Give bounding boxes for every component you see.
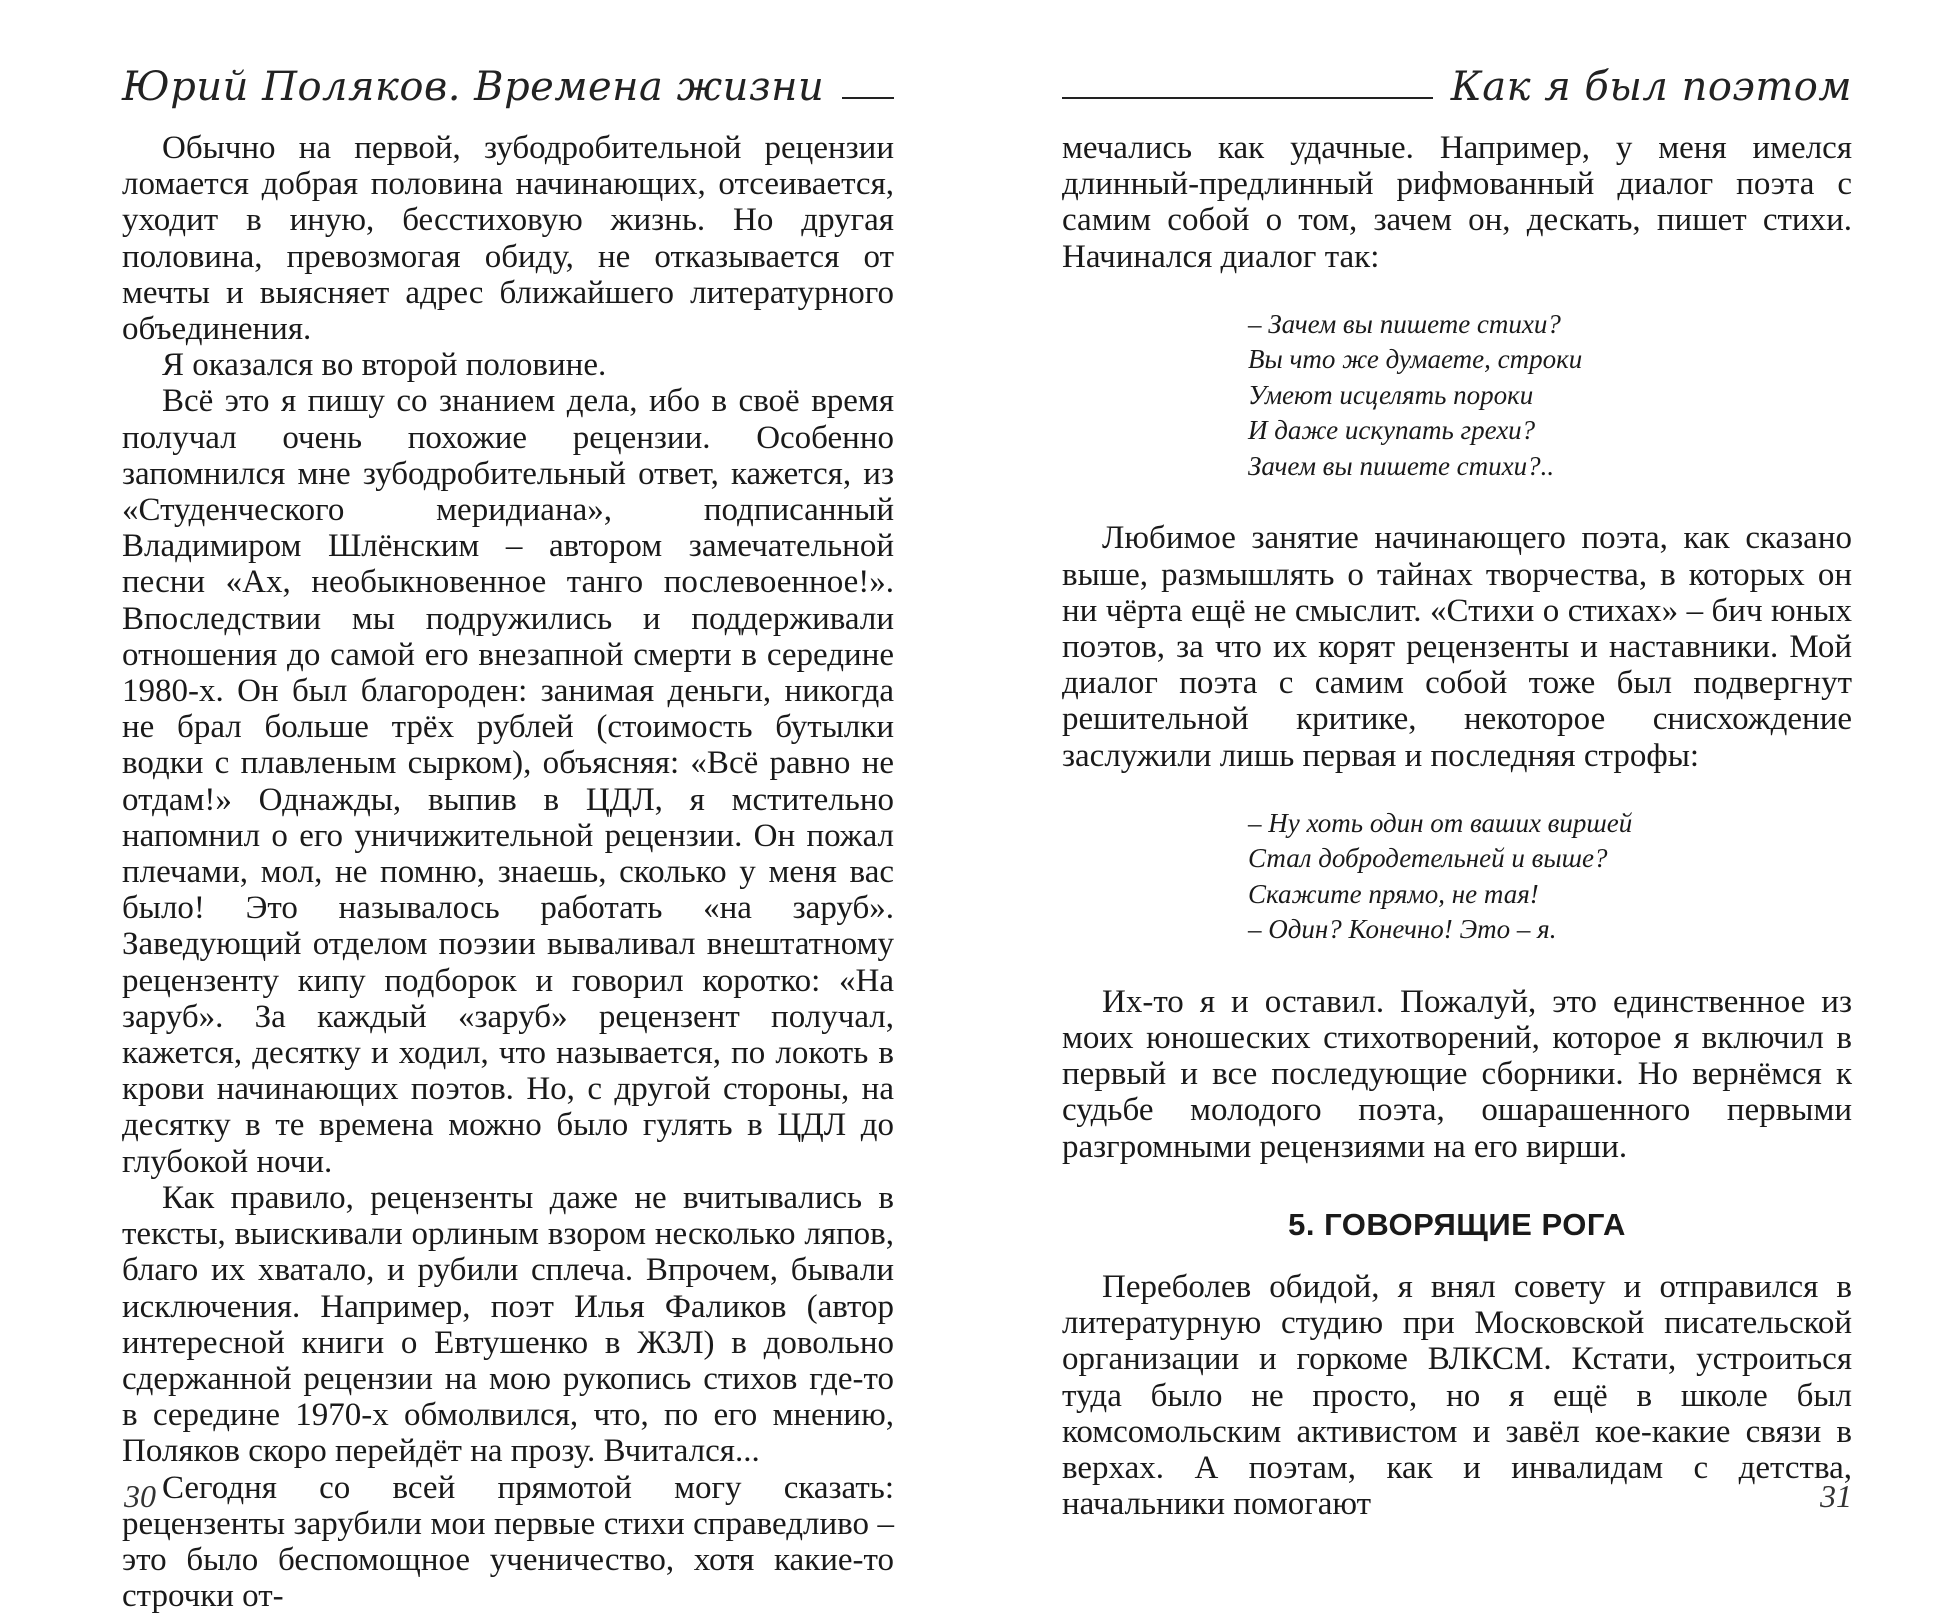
running-head-rule [1062, 97, 1433, 99]
verse-line: Вы что же думаете, строки [1248, 344, 1583, 375]
paragraph: Любимое занятие начинающего поэта, как сказано выше, размышлять о тайнах творчества, в которых он ни чёрта ещё не смыслит. «Стихи о стихах» – бич юных поэтов, за что их корят рецензенты и наставники. Мой диалог поэта с самим собой тоже был подвергнут решительной критике, некоторое снисхождение заслужили лишь первая и последняя строфы: [1062, 520, 1852, 774]
running-head-title: Юрий Поляков. Времена жизни [122, 64, 825, 110]
paragraph: Всё это я пишу со знанием дела, ибо в своё время получал очень похожие рецензии. Особенно запомнился мне зубодробительный ответ, кажется, из «Студенческого меридиана», подписанный Владимиром Шлёнским – автором замечательной песни «Ах, необыкновенное танго послевоенное!». Впоследствии мы подружились и поддерживали отношения до самой его внезапной смерти в середине 1980-х. Он был благороден: занимая деньги, никогда не брал больше трёх рублей (стоимость бутылки водки с плавленым сырком), объясняя: «Всё равно не отдам!» Однажды, выпив в ЦДЛ, я мстительно напомнил о его уничижительной рецензии. Он пожал плечами, мол, не помню, знаешь, сколько у меня вас было! Это называлось работать «на заруб». Заведующий отделом поэзии вываливал внештатному рецензенту кипу подборок и говорил коротко: «На заруб». За каждый «заруб» рецензент получал, кажется, десятку и ходил, что называется, по локоть в крови начинающих поэтов. Но, с другой стороны, на десятку в те времена можно было гулять в ЦДЛ до глубокой ночи. [122, 383, 894, 1180]
paragraph: Я оказался во второй половине. [162, 347, 607, 384]
verse-line: И даже искупать грехи? [1248, 415, 1536, 446]
paragraph: мечались как удачные. Например, у меня имелся длинный-предлинный рифмованный диалог поэта с самим собой о том, зачем он, дескать, пишет стихи. Начинался диалог так: [1062, 130, 1852, 275]
verse-block [1062, 806, 1852, 948]
verse-line: Скажите прямо, не тая! [1248, 878, 1539, 909]
paragraph: Переболев обидой, я внял совету и отправился в литературную студию при Московской писательской организации и горкоме ВЛКСМ. Кстати, устроиться туда было не просто, но я ещё в школе был комсомольским активистом и завёл кое-какие связи в верхах. А поэтам, как и инвалидам с детства, начальники помогают [1062, 1268, 1852, 1523]
verse-line: – Зачем вы пишете стихи? [1248, 308, 1561, 339]
running-head-title: Как я был поэтом [1450, 64, 1852, 110]
verse-block [1062, 307, 1852, 485]
page-number-left: 30 [124, 1478, 156, 1514]
running-head-right [1062, 62, 1852, 112]
running-head-left [122, 62, 894, 112]
right-body-text [1062, 130, 1852, 1522]
right-page [974, 0, 1948, 1580]
paragraph: Как правило, рецензенты даже не вчитывались в тексты, выискивали орлиным взором несколько ляпов, благо их хватало, и рубили сплеча. Впрочем, бывали исключения. Например, поэт Илья Фаликов (автор интересной книги о Евтушенко в ЖЗЛ) в довольно сдержанной рецензии на мою рукопись стихов где-то в середине 1970-х обмолвился, что, по его мнению, Поляков скоро перейдёт на прозу. Вчитался... [122, 1179, 894, 1470]
paragraph: Их-то я и оставил. Пожалуй, это единственное из моих юношеских стихотворений, которое я включил в первый и все последующие сборники. Но вернёмся к судьбе молодого поэта, ошарашенного первыми разгромными рецензиями на его вирши. [1062, 983, 1852, 1165]
verse-line: Зачем вы пишете стихи?.. [1248, 450, 1555, 481]
verse-line: – Один? Конечно! Это – я. [1248, 914, 1557, 945]
left-body-text [122, 130, 894, 1614]
paragraph: Сегодня со всей прямотой могу сказать: рецензенты зарубили мои первые стихи справедливо – это было беспомощное ученичество, хотя какие-то строчки от- [122, 1469, 894, 1614]
section-heading: 5. ГОВОРЯЩИЕ РОГА [1288, 1206, 1626, 1242]
verse-line: Умеют исцелять пороки [1248, 379, 1534, 410]
paragraph: Обычно на первой, зубодробительной рецензии ломается добрая половина начинающих, отсеивается, уходит в иную, бесстиховую жизнь. Но другая половина, превозмогая обиду, не отказывается от мечты и выясняет адрес ближайшего литературного объединения. [122, 130, 894, 348]
running-head-rule [842, 97, 894, 99]
page-number-right: 31 [1820, 1478, 1852, 1514]
verse-line: Стал добродетельней и выше? [1248, 843, 1608, 874]
verse-line: – Ну хоть один от ваших виршей [1248, 807, 1633, 838]
